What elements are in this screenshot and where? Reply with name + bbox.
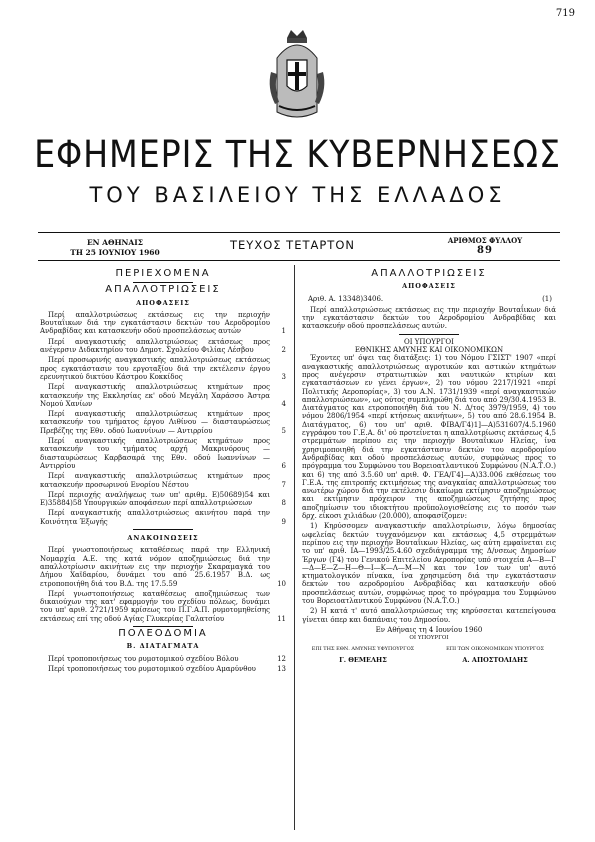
contents-item-text: Περί αναγκαστικής απαλλοτριώσεως κτημάτων προς κατασκευήν του τμήματος αρχή Μακρινόρους — διασταυρώσεως Καρβασαρά της Εθν. οδού Ιωαννίνων — Αντιρρίου [40, 437, 270, 470]
signature-block [302, 645, 556, 664]
contents-item-text: Περί τροποποιήσεως του ρυμοτομικού σχεδίου Βόλου [48, 654, 239, 663]
sheet-number-label: ΑΡΙΘΜΟΣ ΦΥΛΛΟΥ [447, 236, 523, 245]
signature-name: Γ. ΘΕΜΕΛΗΣ [339, 655, 387, 664]
contents-item-text: Περί περιοχής αναλήψεως των υπ' αριθμ. Ε)50689)54 και Ε)35884)58 Υπουργικών αποφάσεων περί απαλλοτριώσεων [40, 490, 270, 508]
section-heading-urban-planning: ΠΟΛΕΟΔΟΜΙΑ [118, 627, 208, 639]
contents-item [40, 383, 286, 408]
contents-item [40, 338, 286, 355]
contents-item [40, 509, 286, 526]
divider [133, 626, 193, 627]
royal-coat-of-arms-icon [265, 28, 329, 120]
article-column [302, 270, 556, 664]
issue-place: ΕΝ ΑΘΗΝΑΙΣ [86, 238, 144, 247]
decision-reference [302, 295, 556, 303]
contents-item-page: 2 [281, 346, 286, 355]
signature-role: ΕΠΙ ΤΩΝ ΟΙΚΟΝΟΜΙΚΩΝ ΥΠΟΥΡΓΟΣ [446, 646, 544, 653]
divider [133, 282, 193, 283]
decision-body-article-2: 2) Η κατά τ' αυτό απαλλοτριώσεως της κηρύσσεται κατεπείγουσα γίνεται όπερ και δαπάναις του Δημοσίου. [302, 607, 556, 624]
contents-item-text: Περί τροποποιήσεως του ρυμοτομικού σχεδίου Αμαρύνθου [48, 664, 256, 673]
contents-item-page: 3 [281, 372, 286, 381]
contents-item-page: 6 [281, 461, 286, 470]
signature-intro: ΟΙ ΥΠΟΥΡΓΟΙ [409, 635, 449, 642]
contents-item-text: Περί γνωστοποιήσεως καταθέσεως αποζημιώσεως των δικαιούχων της κατ' εφαρμογήν του σχεδίου πόλεως, δυνάμει του υπ' αριθ. 2721/1959 κρίσεως του Π.Γ.Α.Π. ρυμοτομηθείσης εκτάσεως επί της οδού Αγίας Γλυκερίας Γαλατσίου [40, 589, 270, 623]
decision-summary: Περί απαλλοτριώσεως εκτάσεως εις την περιοχήν Βουταΐικων διά την εγκατάστασιν δεκτών του Αεροδρομίου Ανδραβίδας και κατασκευήν οδού προσπελάσεως αυτών. [302, 305, 556, 331]
contents-item-text: Περί αναγκαστικής απαλλοτριώσεως κτημάτων προς κατασκευήν της Εκκλησίας εκ' οδού Μεγάλη Χαράσσο Άστρα Νομού Χανίων [40, 383, 270, 408]
contents-item-page: 10 [277, 579, 286, 588]
contents-item [40, 356, 286, 381]
contents-item [40, 472, 286, 489]
contents-list-announcements [40, 546, 286, 623]
divider [399, 334, 459, 335]
page-number: 719 [555, 8, 575, 19]
issue-date: ΤΗ 25 ΙΟΥΝΙΟΥ 1960 [70, 248, 160, 257]
ministry-name: ΕΘΝΙΚΗΣ ΑΜΥΝΗΣ ΚΑΙ ΟΙΚΟΝΟΜΙΚΩΝ [354, 346, 504, 355]
column-divider [294, 265, 295, 830]
contents-item-text: Περί αναγκαστικής απαλλοτριώσεως εκτάσεως προς ανέγερσιν Διδακτηρίου του Δημοτ. Σχολείου Φιλίας Λέσβου [40, 337, 270, 355]
contents-item [40, 437, 286, 470]
contents-item [40, 655, 286, 663]
contents-heading: ΠΕΡΙΕΧΟΜΕΝΑ [115, 268, 211, 279]
contents-item-page: 1 [281, 327, 286, 336]
signature-role: ΕΠΙ ΤΗΣ ΕΘΝ. ΑΜΥΝΗΣ ΥΦΥΠΟΥΡΓΟΣ [311, 646, 415, 653]
contents-item [40, 546, 286, 587]
article-heading: ΑΠΑΛΛΟΤΡΙΩΣΕΙΣ [371, 268, 487, 279]
decision-body-article-1: 1) Κηρύσσομεν αναγκαστικήν απαλλοτρίωσιν, λόγω δημοσίας ωφελείας δεκτών τυγχανόμενον και εκτάσεως 4,5 στρεμμάτων περίπου εις την περιοχήν Βουταΐικων Ηλείας, ως αύτη εμφαίνεται εις το υπ' αριθ. ΙΑ—1993/25.4.60 σχεδιάγραμμα της Δ/νσεως Δημοσίων Έργων (Γ4) του Γενικού Επιτελείου Αεροπορίας υπό στοιχεία Α—Β—Γ—Δ—Ε—Ζ—Η—Θ—Ι—Κ—Λ—Μ—Ν και τον 1ον των υπ' αυτό κτηματολογικόν πίνακα, ίνα χρησιμεύση διά την εγκατάστασιν δεκτών του αεροδρομίου Ανδραβίδας και κατασκευήν οδού προσπελάσεως αυτών, συμφώνως προς το πρόγραμμα του Συμφώνου του Βορειοατλαντικού Συμφώνου (Ν.Α.Τ.Ο.) [302, 522, 556, 605]
contents-item-page: 9 [281, 517, 286, 526]
contents-list-expropriations [40, 311, 286, 526]
contents-item-text: Περί αναγκαστικής απαλλοτριώσεως κτημάτων προς κατασκευήν προσωρινού Ενορίου Νέστου [40, 472, 270, 489]
divider [133, 529, 193, 530]
signature-finance [434, 645, 556, 664]
contents-list-urban-planning [40, 655, 286, 674]
sheet-number: 89 [477, 245, 493, 256]
dateline: Εν Αθήναις τη 4 Ιουνίου 1960 [375, 625, 483, 634]
decision-body-preamble: Έχοντες υπ' όψει τας διατάξεις: 1) του Νόμου ΓΣΙΣΤ' 1907 «περί αναγκαστικής απαλλοτριώσεως αγροτικών και αστικών κτημάτων προς ανέγερσιν στρατιωτικών και ναυτικών κτιρίων και εγκαταστάσεων εν γένει έργων», 2) του νόμου 2217/1921 «περί Πολιτικής Αεροπορίας», 3) του Α.Ν. 1731/1939 «περί αναγκαστικών απαλλοτριώσεων», ως ούτος συμπληρώθη διά του από 29/30.4.1953 Β. Διατάγματος και ετροποποιήθη διά του Ν. Δ/τος 3979/1959, 4) του νόμου 2806/1954 «περί κτήσεως ακινήτων», 5) του από 28.6.1954 Β. Διατάγματος, 6) του υπ' αριθ. ΦΙΒΑ/Γ4)1]—Α)531607/4.5.1960 εγγράφου του Γ.Ε.Α. δι' ού προτείνεται η απαλλοτρίωσις εκτάσεως 4,5 στρεμμάτων περίπου εις την περιοχήν Βουταΐικων Ηλείας, ίνα χρησιμοποιηθή διά την εγκατάστασιν δεκτών του αεροδρομίου Ανδραβίδας και οδού προσπελάσεως αυτών, συμφώνως προς το πρόγραμμα του Συμφώνου του Βορειοατλαντικού Συμφώνου (Ν.Α.Τ.Ο.) και 6) της από 3.5.60 υπ' αριθ. Φ. ΓΕΑ/Γ4]—Α)33.006 εκθέσεως του Γ.Ε.Α. της επιτροπής εκτιμήσεως της αναγκαίας απαλλοτριώσεως του ανωτέρω χώρου διά την εκτέλεσιν δικαίωμα εκτίμησιν αποζημιώσεως και εκτίμησιν πρόχειρον της αποζημιώσεως ζητήσης προς αποζημίωσιν του ιδιοκτήτου προϋπολογισθείσης εις το ποσόν των δρχ. είκοσι χιλιάδων (20.000), αποφασίζομεν: [302, 354, 556, 521]
contents-item [40, 410, 286, 435]
gazette-subtitle: ΤΟΥ ΒΑΣΙΛΕΙΟΥ ΤΗΣ ΕΛΛΑΔΟΣ [89, 183, 506, 207]
sheet-number-box [425, 236, 545, 256]
header-bottom-rule [38, 260, 560, 261]
contents-item [40, 590, 286, 623]
contents-item-page: 4 [281, 399, 286, 408]
contents-item-page: 8 [281, 499, 286, 508]
decision-index: (1) [542, 294, 552, 303]
contents-item-page: 12 [277, 654, 286, 663]
contents-item-page: 13 [277, 664, 286, 673]
gazette-title: ΕΦΗΜΕΡΙΣ ΤΗΣ ΚΥΒΕΡΝΗΣΕΩΣ [34, 133, 561, 176]
ministers-heading: ΟΙ ΥΠΟΥΡΓΟΙ [404, 337, 454, 346]
section-subheading-decisions: ΑΠΟΦΑΣΕΙΣ [136, 298, 190, 307]
signature-defence [302, 645, 424, 664]
section-heading-announcements: ΑΝΑΚΟΙΝΩΣΕΙΣ [127, 534, 199, 543]
contents-item-text: Περί απαλλοτριώσεως εκτάσεως εις την περιοχήν Βουταΐικων διά την εγκατάστασιν δεκτών του Αεροδρομίου Ανδραβίδας και κατασκευήν οδού προσπελάσεως αυτών [40, 310, 270, 336]
signature-name: Α. ΑΠΟΣΤΟΛΙΔΗΣ [462, 655, 528, 664]
contents-item-page: 7 [281, 480, 286, 489]
contents-item-page: 11 [277, 614, 286, 623]
contents-column [40, 270, 286, 675]
header-top-rule [38, 232, 560, 233]
contents-item-page: 5 [281, 426, 286, 435]
decision-number: Αριθ. Α. 13348)3406. [308, 294, 384, 303]
section-heading-expropriations: ΑΠΑΛΛΟΤΡΙΩΣΕΙΣ [105, 284, 221, 296]
contents-item-text: Περί γνωστοποιήσεως καταθέσεως παρά την Ελληνική Νομαρχία Α.Ε. της κατά νόμον αποζημιώσεως διά την απαλλοτρίωσιν ακινήτων εις την περιοχήν Σκαραμαγκά του Δήμου Χαϊδαρίου, δυνάμει του από 25.6.1957 Β.Δ. ως ετροποποιήθη διά του Β.Δ. της 17.5.59 [40, 546, 270, 588]
contents-item-text: Περί προσωρινής αναγκαστικής απαλλοτριώσεως εκτάσεως προς εγκατάστασιν του εργοταξίου διά την εκτέλεσιν έργου ερευνητικού δικτύου Κάστρου Κοκκίδος [40, 356, 270, 381]
contents-item [40, 491, 286, 508]
article-subheading: ΑΠΟΦΑΣΕΙΣ [402, 282, 456, 291]
contents-item [40, 311, 286, 336]
issue-place-date [42, 238, 188, 258]
contents-item [40, 665, 286, 673]
issue-volume: ΤΕΥΧΟΣ ΤΕΤΑΡΤΟΝ [230, 238, 355, 252]
contents-item-text: Περί αναγκαστικής απαλλοτριώσεως ακινήτου παρά την Κοινότητα Έξωγής [40, 509, 270, 526]
contents-item-text: Περί αναγκαστικής απαλλοτριώσεως κτημάτων προς κατασκευήν του τμήματος έργου Λιθίνου — διασταυρώσεως Πρεβέζης της Εθν. οδού Ιωαννίνων — Αντιρρίου [40, 410, 270, 435]
section-subheading-decrees: Β. ΔΙΑΤΑΓΜΑΤΑ [126, 642, 200, 651]
